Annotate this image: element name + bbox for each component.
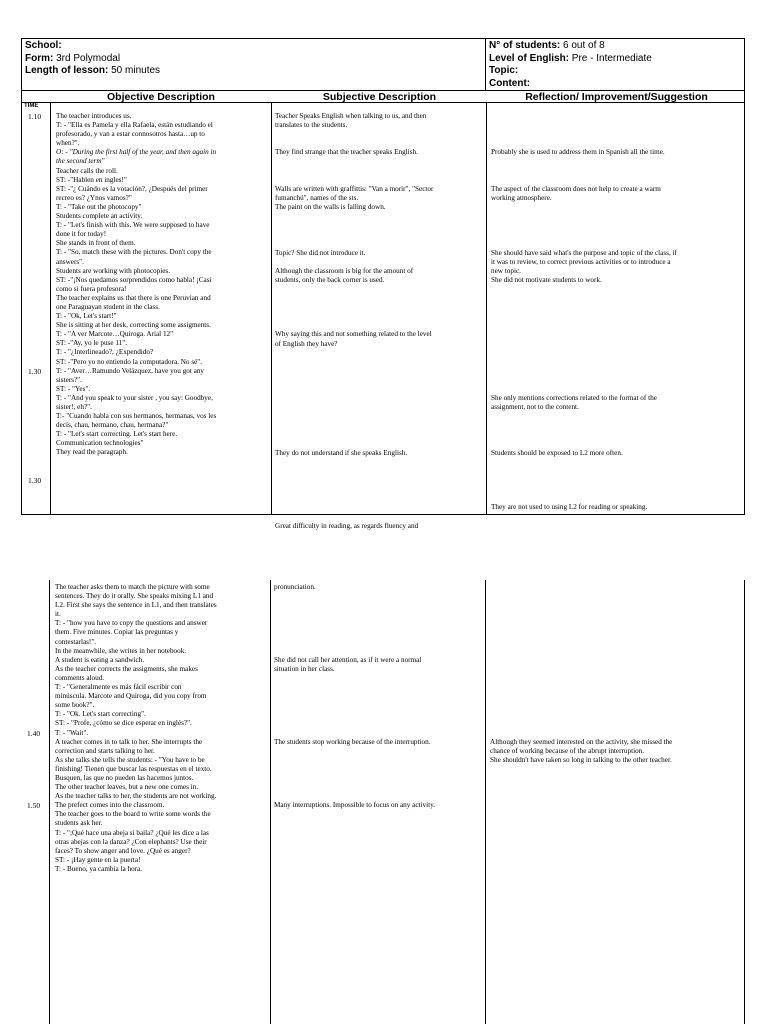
objective-line: T: - "A ver Marcote…Quiroga. Arial 12" xyxy=(56,330,174,339)
objective-column-header: Objective Description xyxy=(107,91,215,103)
objective-line: The other teacher leaves, but a new one comes in. xyxy=(55,783,199,792)
column-divider xyxy=(486,103,487,515)
subjective-line: Many interruptions. Impossible to focus on any activity. xyxy=(274,801,436,810)
column-divider xyxy=(485,580,486,1024)
objective-line: them. Five minutes. Copiar las preguntas y xyxy=(55,628,179,637)
objective-line: sentences. They do it orally. She speaks mixing L1 and xyxy=(55,592,214,601)
reflection-line: They are not used to using L2 for reading or speaking. xyxy=(491,503,648,512)
objective-line: T: - "Let's finish with this. We were supposed to have xyxy=(56,221,210,230)
time-marker: 1.40 xyxy=(27,728,41,738)
objective-line: T: - "Ok, Let's start!" xyxy=(56,312,117,321)
column-divider xyxy=(744,580,745,1024)
subjective-line: They do not understand if she speaks English. xyxy=(275,448,408,457)
objective-line: T: - "¿Interlineado?, ¿Expendido? xyxy=(56,348,154,357)
reflection-line: chance of working because of the abrupt interruption. xyxy=(490,746,645,755)
objective-line: As the teacher corrects the assigments, she makes xyxy=(55,664,198,673)
objective-line: ST: - ¡Hay gente en la puerta! xyxy=(55,855,141,864)
objective-line: As she talks she tells the students: - "You have to be xyxy=(55,755,205,764)
objective-line: ST: -"Pero yo no entiendo la computadora. No sé". xyxy=(56,357,203,366)
objective-line: students ask her. xyxy=(55,819,103,828)
reflection-column-header: Reflection/ Improvement/Suggestion xyxy=(525,91,708,103)
objective-line: Busquen, las que no pueden las hacemos juntos. xyxy=(55,773,194,782)
objective-line: The teacher asks them to match the picture with some xyxy=(55,583,210,591)
subjective-line: Topic? She did not introduce it. xyxy=(275,248,366,257)
reflection-line: She should have said what's the purpose and topic of the class, if xyxy=(491,248,677,257)
objective-line: T:- "Cuando habla con sus hermanos, hermanas, vos les xyxy=(56,412,217,421)
subjective-line: She did not call her attention, as if it were a normal xyxy=(274,655,422,664)
level-label: Level of English: xyxy=(489,52,570,64)
objective-line: faces? To show anger and love. ¿Qué es anger? xyxy=(55,846,191,855)
objective-line: She is sitting at her desk, correcting some assigments. xyxy=(56,321,211,330)
subjective-line: of English they have? xyxy=(275,339,338,348)
objective-line: como si fuera profesora! xyxy=(56,284,127,293)
objective-line: ST: - "Yes". xyxy=(56,384,91,393)
observation-table-page-1 xyxy=(21,38,745,530)
objective-line: ST: -"¡Nos quedamos sorprendidos como habla! ¡Casi xyxy=(56,275,212,284)
objective-line: Communication technologies" xyxy=(56,439,144,448)
objective-line: answers". xyxy=(56,257,84,266)
reflection-line: She did not motivate students to work. xyxy=(491,275,602,284)
subjective-column-header: Subjective Description xyxy=(322,91,437,103)
objective-line: The prefect comes into the classroom. xyxy=(55,801,165,810)
column-divider xyxy=(271,103,272,515)
objective-line: L2. First she says the sentence in L1, and then translates xyxy=(55,601,217,610)
header-right xyxy=(489,40,744,90)
length-value: 50 minutes xyxy=(111,65,161,76)
objective-line: T: - "Ok. Let's start correcting". xyxy=(55,710,146,719)
objective-line: T: - "And you speak to your sister , you say: Goodbye, xyxy=(56,393,213,402)
objective-line: profesorado, y van a estar connosotros hasta…up to xyxy=(56,130,205,139)
objective-line: A teacher comes in to talk to her. She interrupts the xyxy=(55,737,203,746)
objective-line: T: - "Aver…Ramundo Velázquez, have you got any xyxy=(56,366,205,375)
objective-line: T: - "Ella es Pamela y ella Rafaela, están estudiando el xyxy=(56,121,213,130)
form-label: Form: xyxy=(25,52,54,64)
objective-line: T: - "Generalmente es más fácil escribir con xyxy=(55,683,182,692)
subjective-line: pronunciation. xyxy=(274,583,316,591)
objective-line: The teacher introduces us. xyxy=(56,112,132,120)
reflection-line: She only mentions corrections related to the format of the xyxy=(491,394,657,403)
header-divider xyxy=(485,39,486,91)
header-left xyxy=(25,40,475,78)
column-headers xyxy=(21,90,745,103)
length-label: Length of lesson: xyxy=(25,65,109,76)
form-value: 3rd Polymodal xyxy=(56,52,121,64)
observation-grid xyxy=(21,103,745,530)
objective-line: sisters?". xyxy=(56,375,82,384)
objective-line: contestarlas!". xyxy=(55,637,97,646)
objective-line: ST: -"Ay, yo le puse 11". xyxy=(56,339,127,348)
objective-line: As the teacher talks to her, the students are not working. xyxy=(55,792,217,801)
objective-line: T: - "Let's start correcting. Let's start here. xyxy=(56,430,178,439)
objective-line: They read the paragraph. xyxy=(56,448,128,457)
objective-line: decís, chau, hermano, chau, hermana?" xyxy=(56,421,169,430)
observation-table-page-2 xyxy=(21,580,745,1024)
objective-description xyxy=(56,112,268,458)
subjective-line: fumanchú", names of the sts. xyxy=(275,193,359,202)
reflection-line: working atmosphere. xyxy=(491,193,552,202)
subjective-line: Great difficulty in reading, as regards fluency and xyxy=(275,521,419,530)
reflection-line: Although they seemed interested on the activity, she missed the xyxy=(490,737,673,746)
subjective-line: Why saying this and not something related to the level xyxy=(275,330,432,339)
students-label: N° of students: xyxy=(489,40,561,51)
time-column-header: TIME xyxy=(24,103,39,109)
time-marker: 1.50 xyxy=(27,801,41,811)
objective-line: T: - Bueno, ya cambia la hora. xyxy=(55,864,143,873)
objective-line: T: - "how you have to copy the questions and answer xyxy=(55,619,208,628)
objective-line: recreo es? ¿Ynos vamos?" xyxy=(56,193,132,202)
column-divider xyxy=(50,103,51,515)
objective-description xyxy=(55,583,267,874)
objective-line: T: - ";Qué hace una abeja si baila? ¿Qué les dice a las xyxy=(55,828,209,837)
time-marker: 1.10 xyxy=(28,112,42,121)
objective-line: O: - "During the first half of the year, and then again in xyxy=(56,148,217,157)
objective-line: The teacher goes to the board to write some words the xyxy=(55,810,211,819)
objective-line: T: - "So, match these with the pictures. Don't copy the xyxy=(56,248,212,257)
objective-line: otras abejas con la danza? ¿Con elephants? Use their xyxy=(55,837,207,846)
objective-line: ST: -"¿ Cuándo es la votación?, ¿Después del primer xyxy=(56,184,208,193)
objective-line: finishing! Tienen que buscar las respuestas en el texto. xyxy=(55,764,212,773)
subjective-line: Teacher Speaks English when talking to us, and then xyxy=(275,112,427,120)
subjective-line: Although the classroom is big for the amount of xyxy=(275,266,414,275)
objective-line: comments aloud. xyxy=(55,673,105,682)
school-label: School: xyxy=(25,40,62,51)
column-divider xyxy=(270,580,271,1024)
subjective-line: Walls are written with graffittis: "Van a morir", "Sector xyxy=(275,184,434,193)
objective-line: Students complete an activity. xyxy=(56,212,143,221)
reflection-line: it was to review, to correct previous activities or to introduce a xyxy=(491,257,671,266)
objective-line: ST: -"Hablen en ingles!" xyxy=(56,175,127,184)
reflection-line: assignment, not to the content. xyxy=(491,403,579,412)
subjective-line: The paint on the walls is falling down. xyxy=(275,203,386,211)
objective-line: She stands in front of them. xyxy=(56,239,136,248)
subjective-line: They find strange that the teacher speaks English. xyxy=(275,148,418,157)
objective-line: T: - "Take out the photocopy" xyxy=(56,202,142,211)
objective-line: Students are working with photocopies. xyxy=(56,266,170,275)
objective-line: when?". xyxy=(56,139,80,148)
reflection-line: The aspect of the classroom does not help to create a warm xyxy=(491,184,661,193)
objective-line: done it for today! xyxy=(56,230,107,239)
subjective-line: situation in her class. xyxy=(274,664,335,673)
objective-line: some book?". xyxy=(55,701,95,710)
reflection-line: Probably she is used to address them in Spanish all the time. xyxy=(491,148,665,157)
objective-line: correction and starts talking to her. xyxy=(55,746,155,755)
objective-line: the second term" xyxy=(56,157,105,166)
objective-line: sister!, eh?". xyxy=(56,403,92,411)
time-marker: 1.30 xyxy=(28,476,42,485)
reflection-line: She shouldn't have taken so long in talking to the other teacher. xyxy=(490,755,672,764)
topic-label: Topic: xyxy=(489,65,519,76)
objective-line: A student is eating a sandwich. xyxy=(55,655,145,664)
objective-line: The teacher explains us that there is one Peruvian and xyxy=(56,293,211,302)
objective-line: T: - "Wait". xyxy=(55,728,89,737)
objective-line: ST: - "Profe, ¿cómo se dice esperar en inglés?". xyxy=(55,719,192,728)
content-label: Content: xyxy=(489,77,531,89)
objective-line: one Paraguayan student in the class. xyxy=(56,302,160,311)
subjective-line: translates to the students. xyxy=(275,121,348,130)
objective-line: Teacher calls the roll. xyxy=(56,166,118,175)
time-marker: 1.30 xyxy=(28,366,42,376)
reflection-line: Students should be exposed to L2 more often. xyxy=(491,448,623,457)
level-value: Pre - Intermediate xyxy=(571,52,652,64)
column-divider xyxy=(49,580,50,1024)
objective-line: it. xyxy=(55,610,61,619)
subjective-line: The students stop working because of the interruption. xyxy=(274,737,431,746)
subjective-line: students, only the back corner is used. xyxy=(275,275,385,284)
students-value: 6 out of 8 xyxy=(563,40,605,51)
reflection-line: new topic. xyxy=(491,266,521,275)
lesson-header xyxy=(21,38,745,90)
objective-line: In the meanwhile, she writes in her notebook. xyxy=(55,646,187,655)
objective-line: minúscula. Marcote and Quiroga, did you copy from xyxy=(55,692,207,701)
